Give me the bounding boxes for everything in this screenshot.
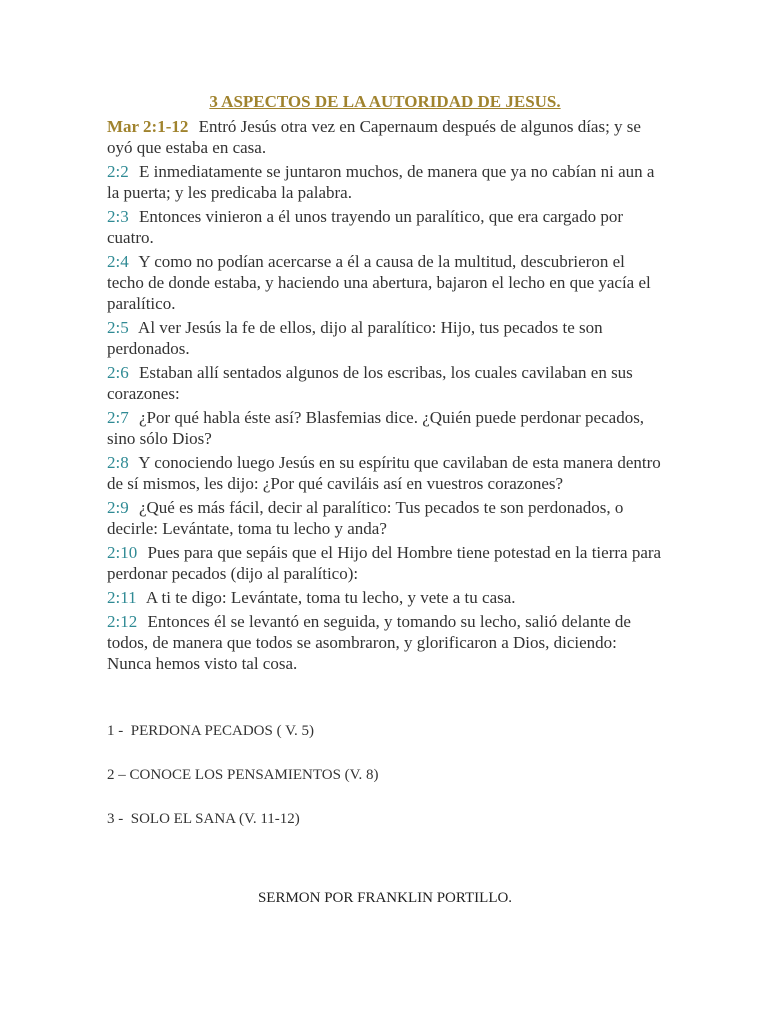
verse xyxy=(107,542,663,584)
verse-text: Entró Jesús otra vez en Capernaum después de algunos días; y se oyó que estaba en casa. xyxy=(107,117,641,157)
document-title: 3 ASPECTOS DE LA AUTORIDAD DE JESUS. xyxy=(209,92,561,111)
verse xyxy=(107,407,663,449)
verse xyxy=(107,587,663,608)
sermon-point: 1 - PERDONA PECADOS ( V. 5) xyxy=(107,723,314,739)
verse-ref: 2:6 xyxy=(107,363,129,382)
verse xyxy=(107,116,663,158)
verse-text: Al ver Jesús la fe de ellos, dijo al paralítico: Hijo, tus pecados te son perdonados. xyxy=(107,318,603,358)
verse-ref: 2:7 xyxy=(107,408,129,427)
verse-text: Y como no podían acercarse a él a causa de la multitud, descubrieron el techo de donde estaba, y haciendo una abertura, bajaron el lecho en que yacía el paralítico. xyxy=(107,252,651,313)
verse xyxy=(107,161,663,203)
verse-text: Entonces él se levantó en seguida, y tomando su lecho, salió delante de todos, de manera que todos se asombraron, y glorificaron a Dios, diciendo: Nunca hemos visto tal cosa. xyxy=(107,612,631,673)
sermon-point: 2 – CONOCE LOS PENSAMIENTOS (V. 8) xyxy=(107,767,379,783)
sermon-point: 3 - SOLO EL SANA (V. 11-12) xyxy=(107,811,300,827)
verse xyxy=(107,362,663,404)
verse-ref: 2:10 xyxy=(107,543,138,562)
verse-text: Estaban allí sentados algunos de los escribas, los cuales cavilaban en sus corazones: xyxy=(107,363,633,403)
verse-text: Y conociendo luego Jesús en su espíritu que cavilaban de esta manera dentro de sí mismos, les dijo: ¿Por qué caviláis así en vuestros corazones? xyxy=(107,453,661,493)
verse-text: ¿Por qué habla éste así? Blasfemias dice. ¿Quién puede perdonar pecados, sino sólo Dios? xyxy=(107,408,645,448)
verse-ref: 2:9 xyxy=(107,498,129,517)
verse-text: ¿Qué es más fácil, decir al paralítico: Tus pecados te son perdonados, o decirle: Levántate, toma tu lecho y anda? xyxy=(107,498,624,538)
verse-ref: 2:5 xyxy=(107,318,129,337)
verse-ref: 2:3 xyxy=(107,207,129,226)
verse-text: A ti te digo: Levántate, toma tu lecho, y vete a tu casa. xyxy=(145,588,516,607)
verse xyxy=(107,452,663,494)
verse-text: E inmediatamente se juntaron muchos, de manera que ya no cabían ni aun a la puerta; y les predicaba la palabra. xyxy=(107,162,655,202)
verse xyxy=(107,611,663,674)
verse-ref: Mar 2:1-12 xyxy=(107,117,189,136)
verse-ref: 2:11 xyxy=(107,588,137,607)
sermon-body xyxy=(107,92,663,677)
verse-ref: 2:8 xyxy=(107,453,129,472)
verse xyxy=(107,497,663,539)
verse-text: Entonces vinieron a él unos trayendo un paralítico, que era cargado por cuatro. xyxy=(107,207,623,247)
verse-ref: 2:12 xyxy=(107,612,138,631)
verse xyxy=(107,251,663,314)
verse-text: Pues para que sepáis que el Hijo del Hombre tiene potestad en la tierra para perdonar pecados (dijo al paralítico): xyxy=(107,543,662,583)
verse xyxy=(107,206,663,248)
sermon-points xyxy=(107,722,663,854)
verse-ref: 2:2 xyxy=(107,162,129,181)
author-credit: SERMON POR FRANKLIN PORTILLO. xyxy=(257,890,513,906)
verse xyxy=(107,317,663,359)
verse-ref: 2:4 xyxy=(107,252,129,271)
